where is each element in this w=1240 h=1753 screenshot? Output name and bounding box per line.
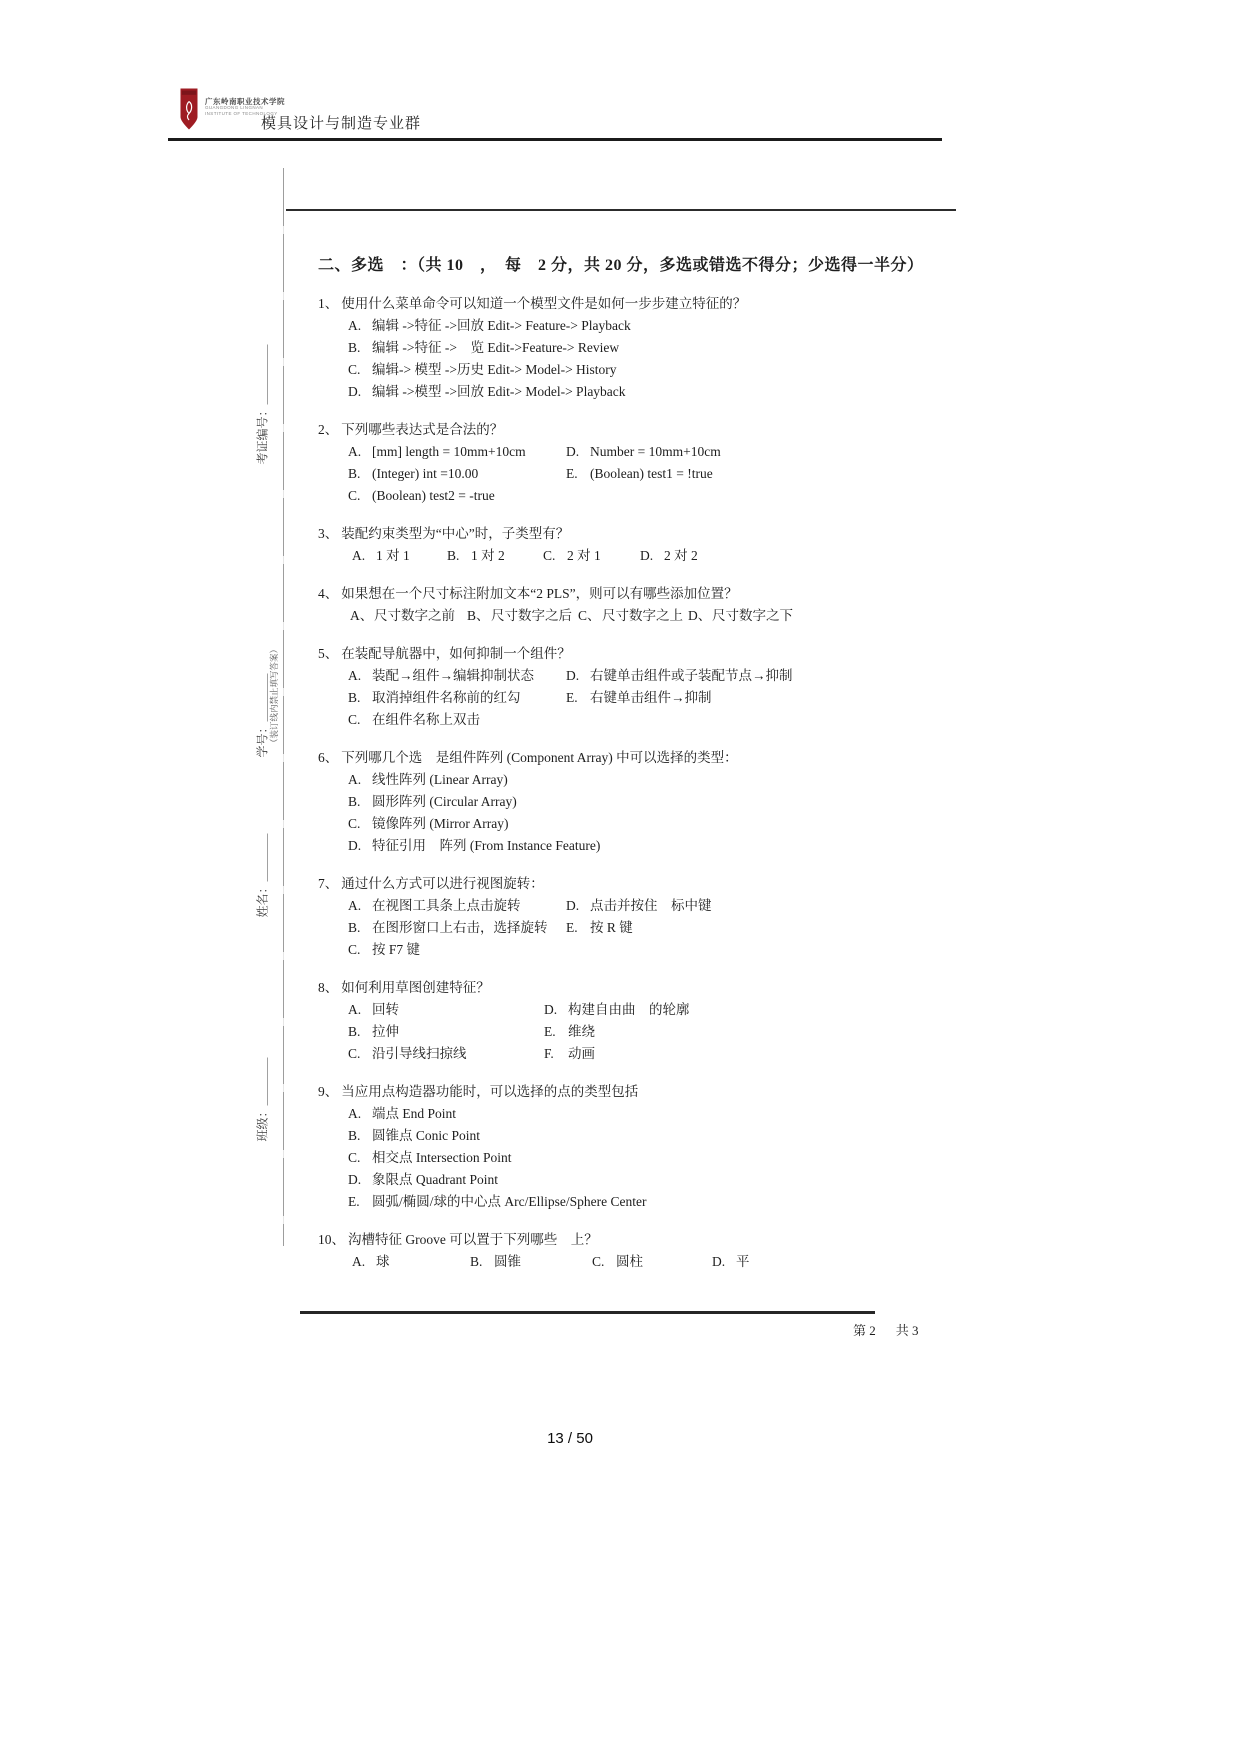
option [348,999,399,1021]
option-row [318,895,958,917]
option-label: A. [348,1002,362,1017]
option-row [318,791,958,813]
option-label: B. [470,1254,483,1269]
option-label: C. [348,712,361,727]
option-text: 编辑 ->特征 -> 览 Edit->Feature-> Review [372,340,620,355]
option-label: C、 [578,608,601,623]
option-label: A. [348,1106,362,1121]
option-row [318,1251,958,1273]
question-header [318,523,958,545]
student-number-label: 学号：＿＿＿＿ [255,673,270,758]
option [348,813,508,835]
option-row [318,835,958,857]
option [640,545,698,567]
option [712,1251,750,1273]
class-label: 班级：＿＿＿＿ [255,1057,270,1142]
option-row [318,1125,958,1147]
option-text: 按 R 键 [590,920,633,935]
option-text: 圆形阵列 (Circular Array) [372,794,517,809]
question [318,747,958,857]
question-header [318,643,958,665]
option-text: 2 对 2 [664,548,698,563]
question [318,293,958,403]
option-label: B. [348,340,361,355]
question-text: 沟槽特征 Groove 可以置于下列哪些 上？ [348,1232,598,1247]
option [544,999,690,1021]
question-header [318,1081,958,1103]
question [318,1081,958,1213]
option-label: B. [348,1024,361,1039]
option-text: 象限点 Quadrant Point [372,1172,498,1187]
name-label: 姓名：＿＿＿＿ [255,833,270,918]
option-row [318,1021,958,1043]
option-row [318,605,958,627]
option-label: A. [348,318,362,333]
org-name-chinese: 广东岭南职业技术学院 [205,97,285,106]
question-number: 5、 [318,646,339,661]
option [350,605,455,627]
option-text: 右键单击组件→抑制 [590,690,712,705]
footer-page-current: 第 2 [853,1323,876,1338]
question [318,523,958,567]
option-text: 相交点 Intersection Point [372,1150,512,1165]
option [348,709,480,731]
option-text: 在组件名称上双击 [372,712,480,727]
question-header [318,1229,958,1251]
question-text: 当应用点构造器功能时，可以选择的点的类型包括 [341,1084,639,1099]
option-label: A. [348,898,362,913]
question [318,419,958,507]
option-text: 取消掉组件名称前的红勾 [372,690,521,705]
option-row [318,1103,958,1125]
footer-page-indicator [853,1320,919,1339]
shield-phoenix-icon [180,88,198,130]
option-label: D. [348,838,362,853]
option-label: D. [640,548,654,563]
option-row [318,1191,958,1213]
option-text: 2 对 1 [567,548,601,563]
question [318,977,958,1065]
question-text: 如何利用草图创建特征？ [341,980,490,995]
option-label: D. [566,444,580,459]
option-label: A. [348,668,362,683]
option-text: 编辑 ->特征 ->回放 Edit-> Feature-> Playback [372,318,631,333]
option-text: [mm] length = 10mm+10cm [372,444,526,459]
option-text: 尺寸数字之下 [712,608,793,623]
option-label: E. [566,690,578,705]
option-label: D. [348,384,362,399]
question-header [318,583,958,605]
option-label: B. [348,920,361,935]
option [544,1043,595,1065]
option-text: 在视图工具条上点击旋转 [372,898,521,913]
option-row [318,337,958,359]
option-text: 特征引用 阵列 (From Instance Feature) [372,838,601,853]
option-row [318,1147,958,1169]
option-text: 1 对 1 [376,548,410,563]
option-row [318,463,958,485]
option-row [318,917,958,939]
org-name-english-line2: INSTITUTE OF TECHNOLOGY [205,110,278,116]
option [348,381,626,403]
option [348,1043,467,1065]
option-label: C. [348,488,361,503]
option-text: (Integer) int =10.00 [372,466,479,481]
school-logo [180,88,198,130]
option-label: B. [348,1128,361,1143]
option [348,1147,511,1169]
option-label: D、 [688,608,712,623]
option-row [318,769,958,791]
option [578,605,683,627]
question-number: 9、 [318,1084,339,1099]
question-text: 使用什么菜单命令可以知道一个模型文件是如何一步步建立特征的？ [341,296,747,311]
option [688,605,793,627]
option [447,545,505,567]
question [318,873,958,961]
option [566,917,633,939]
question-number: 1、 [318,296,339,311]
option-label: E. [566,920,578,935]
option-text: 点击并按住 标中键 [590,898,712,913]
option-row [318,381,958,403]
option [348,1103,456,1125]
binding-line [283,168,284,1246]
option-label: F. [544,1046,554,1061]
question-header [318,419,958,441]
question [318,643,958,731]
question [318,583,958,627]
option-row [318,315,958,337]
option [348,835,600,857]
option [348,315,631,337]
question-text: 通过什么方式可以进行视图旋转： [341,876,544,891]
option [470,1251,521,1273]
option-text: 平 [736,1254,750,1269]
option-label: A. [352,548,366,563]
option-row [318,1043,958,1065]
option-row [318,687,958,709]
option-label: A. [352,1254,366,1269]
option-label: B. [348,794,361,809]
option-label: C. [348,1150,361,1165]
option-text: (Boolean) test1 = !true [590,466,713,481]
option [348,485,495,507]
option [348,895,521,917]
option [348,769,508,791]
question-header [318,977,958,999]
option-label: B. [447,548,460,563]
option-text: 编辑-> 模型 ->历史 Edit-> Model-> History [372,362,617,377]
option-text: 圆柱 [616,1254,643,1269]
question-number: 3、 [318,526,339,541]
option-label: C. [592,1254,605,1269]
option-label: A. [348,444,362,459]
option-row [318,441,958,463]
option-text: 右键单击组件或子装配节点→抑制 [590,668,793,683]
question-text: 装配约束类型为“中心”时，子类型有？ [341,526,570,541]
option [348,1169,498,1191]
option [348,359,617,381]
option-label: A. [348,772,362,787]
option [566,687,712,709]
question-text: 下列哪几个选 是组件阵列 (Component Array) 中可以选择的类型： [341,750,738,765]
option-row [318,665,958,687]
option [566,463,713,485]
option [348,463,478,485]
option-text: 按 F7 键 [372,942,421,957]
option-label: E. [566,466,578,481]
question-number: 7、 [318,876,339,891]
option [352,545,410,567]
footer-rule [300,1311,875,1314]
option-label: C. [348,362,361,377]
option-text: 线性阵列 (Linear Array) [372,772,508,787]
option-text: Number = 10mm+10cm [590,444,721,459]
question-number: 6、 [318,750,339,765]
option [348,939,420,961]
option-text: 回转 [372,1002,399,1017]
option-text: 1 对 2 [471,548,505,563]
option [348,337,619,359]
option-row [318,999,958,1021]
option-text: 尺寸数字之后 [491,608,572,623]
option-label: D. [566,668,580,683]
question-list [318,276,958,1273]
option [348,1125,480,1147]
question-number: 10、 [318,1232,345,1247]
option-label: C. [348,816,361,831]
option-text: 端点 End Point [372,1106,457,1121]
question-header [318,747,958,769]
option-text: 装配→组件→编辑抑制状态 [372,668,534,683]
option-row [318,545,958,567]
question-text: 下列哪些表达式是合法的？ [341,422,504,437]
option [352,1251,390,1273]
option-label: B. [348,466,361,481]
option-text: 尺寸数字之上 [602,608,683,623]
option-text: 球 [376,1254,390,1269]
option [348,917,548,939]
question-number: 2、 [318,422,339,437]
option-text: 在图形窗口上右击，选择旋转 [372,920,548,935]
option-label: D. [544,1002,558,1017]
option-text: 圆锥点 Conic Point [372,1128,481,1143]
question-number: 4、 [318,586,339,601]
option-label: B. [348,690,361,705]
option [592,1251,643,1273]
option-row [318,485,958,507]
option-text: 构建自由曲 的轮廓 [568,1002,690,1017]
option [348,687,521,709]
option [348,665,534,687]
option-label: C. [348,942,361,957]
page-number: 13 / 50 [547,1430,593,1447]
option-row [318,813,958,835]
content-top-rule [286,209,956,211]
option [467,605,572,627]
question-text: 在装配导航器中，如何抑制一个组件？ [341,646,571,661]
footer-page-total: 共 3 [895,1323,919,1338]
option-label: D. [348,1172,362,1187]
option-label: C. [543,548,556,563]
header-rule [168,138,942,141]
question-header [318,293,958,315]
option [566,441,721,463]
option-row [318,359,958,381]
option-row [318,709,958,731]
option [544,1021,595,1043]
option-text: 动画 [568,1046,595,1061]
option-label: E. [348,1194,360,1209]
option [348,791,517,813]
option [566,665,793,687]
option [543,545,601,567]
department-title: 模具设计与制造专业群 [261,116,422,132]
option-text: 沿引导线扫掠线 [372,1046,467,1061]
option-text: (Boolean) test2 = -true [372,488,495,503]
option [348,441,526,463]
option-row [318,939,958,961]
option [348,1191,646,1213]
question-text: 如果想在一个尺寸标注附加文本“2 PLS”，则可以有哪些添加位置？ [341,586,738,601]
org-name-english-line1: GUANGDONG LINGNAN [205,105,264,110]
option [348,1021,399,1043]
option-row [318,1169,958,1191]
option-label: C. [348,1046,361,1061]
binding-note: （装订线内禁止填写答案） [269,645,279,748]
question-number: 8、 [318,980,339,995]
option-label: D. [566,898,580,913]
option-text: 编辑 ->模型 ->回放 Edit-> Model-> Playback [372,384,626,399]
exam-number-label: 考证编号：＿＿＿＿＿ [255,344,270,465]
option-label: A、 [350,608,374,623]
option-text: 拉伸 [372,1024,399,1039]
option-text: 镜像阵列 (Mirror Array) [372,816,509,831]
option-text: 维绕 [568,1024,595,1039]
option-label: B、 [467,608,490,623]
question-header [318,873,958,895]
option-text: 圆弧/椭圆/球的中心点 Arc/Ellipse/Sphere Center [372,1194,647,1209]
question [318,1229,958,1273]
section-title: 二、多选 ：（共 10 ， 每 2 分，共 20 分，多选或错选不得分；少选得一半分） [318,257,924,274]
option-label: D. [712,1254,726,1269]
option [566,895,712,917]
option-text: 圆锥 [494,1254,521,1269]
option-label: E. [544,1024,556,1039]
option-text: 尺寸数字之前 [374,608,455,623]
